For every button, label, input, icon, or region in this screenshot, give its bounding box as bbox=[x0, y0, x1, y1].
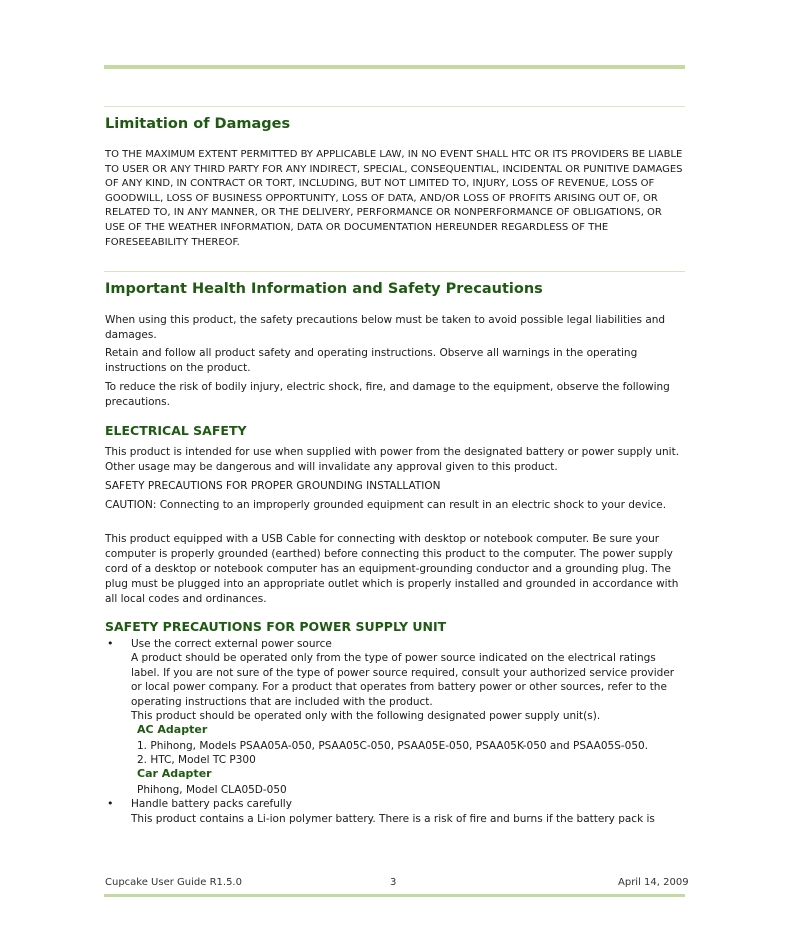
list-item-title: Handle battery packs carefully bbox=[131, 798, 292, 810]
safety-paragraph: Retain and follow all product safety and operating instructions. Observe all warnings in the operating instructions on the product. bbox=[105, 347, 638, 374]
list-item-body: This product contains a Li-ion polymer battery. There is a risk of fire and burns if the battery pack is bbox=[131, 813, 655, 825]
car-adapter-model: Phihong, Model CLA05D-050 bbox=[137, 784, 287, 796]
caution-paragraph: CAUTION: Connecting to an improperly grounded equipment can result in an electric shock to your device. bbox=[105, 499, 667, 511]
page-number: 3 bbox=[390, 877, 397, 888]
footer-date: April 14, 2009 bbox=[618, 877, 689, 888]
bullet: • bbox=[107, 637, 114, 650]
electrical-paragraph: This product equipped with a USB Cable for connecting with desktop or notebook computer. Be sure your computer is properly grounded (earthed) before connecting this product to the computer. The power supply cord of a desktop or notebook computer has an equipment-grounding conductor and a grounding plug. The plug must be plugged into an appropriate outlet which is properly installed and grounded in accordance with all local codes and ordinances. bbox=[105, 533, 679, 605]
section-divider bbox=[104, 271, 685, 272]
ac-adapter-model: 2. HTC, Model TC P300 bbox=[137, 754, 256, 766]
footer-rule bbox=[104, 894, 685, 897]
header-rule bbox=[104, 65, 685, 69]
section-heading-safety: Important Health Information and Safety Precautions bbox=[105, 281, 543, 297]
electrical-paragraph: SAFETY PRECAUTIONS FOR PROPER GROUNDING INSTALLATION bbox=[105, 480, 441, 492]
subheading-power-supply: SAFETY PRECAUTIONS FOR POWER SUPPLY UNIT bbox=[105, 619, 447, 634]
electrical-paragraph: This product is intended for use when supplied with power from the designated battery or power supply unit. Other usage may be dangerous and will invalidate any approval given to this product. bbox=[105, 446, 680, 473]
list-item-body: A product should be operated only from the type of power source indicated on the electrical ratings label. If you are not sure of the type of power source required, consult your authorized service provider or local power company. For a product that operates from battery power or other sources, refer to the operating instructions that are included with the product. bbox=[131, 652, 675, 708]
section-heading-limitation: Limitation of Damages bbox=[105, 116, 291, 132]
car-adapter-heading: Car Adapter bbox=[137, 767, 212, 780]
bullet: • bbox=[107, 797, 114, 810]
subheading-electrical-safety: ELECTRICAL SAFETY bbox=[105, 423, 247, 438]
ac-adapter-heading: AC Adapter bbox=[137, 723, 208, 736]
section-divider bbox=[104, 106, 685, 107]
list-item-title: Use the correct external power source bbox=[131, 638, 332, 650]
safety-paragraph: When using this product, the safety precautions below must be taken to avoid possible legal liabilities and damages. bbox=[105, 314, 666, 341]
ac-adapter-model: 1. Phihong, Models PSAA05A-050, PSAA05C-050, PSAA05E-050, PSAA05K-050 and PSAA05S-050. bbox=[137, 740, 649, 752]
safety-paragraph: To reduce the risk of bodily injury, electric shock, fire, and damage to the equipment, observe the following precautions. bbox=[105, 381, 670, 408]
footer-doc-title: Cupcake User Guide R1.5.0 bbox=[105, 877, 242, 888]
list-item-body: This product should be operated only with the following designated power supply unit(s). bbox=[131, 710, 601, 722]
limitation-body: TO THE MAXIMUM EXTENT PERMITTED BY APPLICABLE LAW, IN NO EVENT SHALL HTC OR ITS PROVIDERS BE LIABLE TO USER OR ANY THIRD PARTY FOR ANY INDIRECT, SPECIAL, CONSEQUENTIAL, INCIDENTAL OR PUNITIVE DAMAGES OF ANY KIND, IN CONTRACT OR TORT, INCLUDING, BUT NOT LIMITED TO, INJURY, LOSS OF REVENUE, LOSS OF GOODWILL, LOSS OF BUSINESS OPPORTUNITY, LOSS OF DATA, AND/OR LOSS OF PROFITS ARISING OUT OF, OR RELATED TO, IN ANY MANNER, OR THE DELIVERY, PERFORMANCE OR NONPERFORMANCE OF OBLIGATIONS, OR USE OF THE WEATHER INFORMATION, DATA OR DOCUMENTATION HEREUNDER REGARDLESS OF THE FORESEEABILITY THEREOF. bbox=[105, 149, 683, 248]
